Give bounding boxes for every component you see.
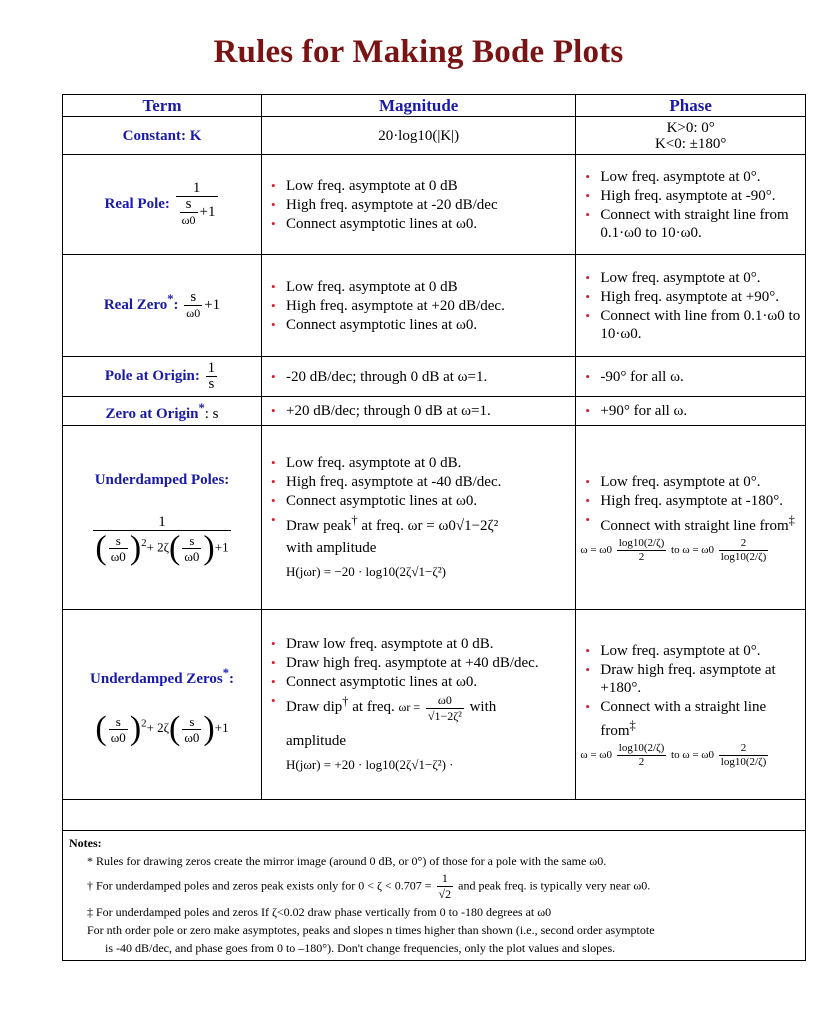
row-underdamped-poles (63, 426, 806, 610)
dip-lhs: ωr = (398, 700, 421, 715)
magnitude-pole-origin-1: • -20 dB/dec; through 0 dB at ω=1. (266, 368, 571, 386)
phase-real-zero-2: • High freq. asymptote at +90°. (580, 288, 801, 306)
pole-origin-s: s (208, 376, 215, 392)
notes-title: Notes: (69, 836, 102, 850)
zero-origin-star: * (198, 401, 205, 415)
dip-amplitude-label: amplitude (286, 732, 347, 749)
row-pole-origin (63, 357, 806, 397)
phase-ddagger: ‡ (788, 512, 795, 527)
magnitude-underdamped-poles (262, 426, 576, 610)
magnitude-zero-origin (262, 397, 576, 426)
peak-text: Draw peak (286, 518, 352, 534)
phase-real-pole-2: • High freq. asymptote at -90°. (580, 187, 801, 205)
phase-real-zero-3: • Connect with line from 0.1·ω0 to 10·ω0. (580, 307, 801, 343)
note-peak-den: √2 (438, 887, 452, 901)
underdamped-poles-exponent: 2 (141, 537, 147, 550)
empty-spacer-row (63, 800, 806, 831)
row-real-pole (63, 155, 806, 255)
phase-formula-log-zb: log10(2/ζ) (720, 755, 767, 768)
magnitude-pole-origin (262, 357, 576, 397)
header-term: Term (63, 95, 262, 117)
zero-origin-s: : s (204, 406, 219, 422)
real-pole-s: s (180, 197, 198, 213)
note-nth-order-cont: is -40 dB/dec, and phase goes from 0 to –180°). Don't change frequencies, only the plot values and slopes. (105, 941, 616, 955)
underdamped-poles-mid: + 2ζ (146, 539, 170, 555)
dip-den: √1−2ζ² (427, 708, 462, 723)
note-peak-exists (69, 871, 799, 902)
phase-real-pole-1: • Low freq. asymptote at 0°. (580, 168, 801, 186)
phase-underdamped-poles-2: • High freq. asymptote at -180°. (580, 492, 801, 510)
phase-pole-origin-1: • -90° for all ω. (580, 368, 801, 386)
magnitude-real-zero-3: • Connect asymptotic lines at ω0. (266, 316, 571, 334)
phase-underdamped-poles (576, 426, 806, 610)
phase-formula-zeros (580, 742, 801, 769)
underdamped-poles-s1: s (109, 533, 128, 549)
magnitude-real-pole (262, 155, 576, 255)
magnitude-underdamped-zeros (262, 610, 576, 800)
phase-constant (576, 117, 806, 155)
bode-rules-table (62, 94, 806, 961)
underdamped-poles-w02: ω0 (184, 549, 200, 564)
real-pole-label: Real Pole: (104, 195, 170, 212)
term-zero-origin (63, 397, 262, 426)
phase-formula-two-b: 2 (719, 537, 769, 551)
term-real-zero (63, 255, 262, 357)
phase-formula-log-z: log10(2/ζ) (618, 741, 665, 754)
phase-real-pole (576, 155, 806, 255)
magnitude-real-pole-3: • Connect asymptotic lines at ω0. (266, 215, 571, 233)
phase-formula-log: log10(2/ζ) (618, 536, 665, 549)
phase-formula-two-z: 2 (638, 755, 645, 768)
amplitude-label: with amplitude (286, 540, 377, 556)
real-zero-label: Real Zero (103, 296, 168, 313)
phase-real-zero-1: • Low freq. asymptote at 0°. (580, 269, 801, 287)
magnitude-real-zero-2: • High freq. asymptote at +20 dB/dec. (266, 297, 571, 315)
phase-ddagger-zeros: ‡ (629, 717, 636, 732)
phase-constant-pos: K>0: 0° (666, 119, 715, 136)
phase-pole-origin (576, 357, 806, 397)
phase-real-zero (576, 255, 806, 357)
magnitude-underdamped-poles-2: • High freq. asymptote at -40 dB/dec. (266, 473, 571, 491)
peak-frequency: at freq. ωr = ω0√1−2ζ² (357, 518, 499, 534)
real-zero-plus-one: +1 (204, 296, 221, 313)
underdamped-zeros-exponent: 2 (141, 718, 147, 731)
notes-section (63, 831, 806, 961)
amplitude-formula-poles: H(jωr) = −20 · log10(2ζ√1−ζ²) (286, 564, 446, 579)
phase-connect-text: Connect with straight line from (600, 517, 789, 534)
magnitude-underdamped-zeros-4 (266, 692, 571, 773)
underdamped-zeros-s2: s (182, 714, 201, 730)
header-phase: Phase (576, 95, 806, 117)
note-nth-order: For nth order pole or zero make asymptotes, peaks and slopes n times higher than shown (i.e., second order asymptote (87, 923, 655, 937)
real-zero-fraction (184, 290, 202, 321)
underdamped-zeros-s1: s (109, 714, 128, 730)
magnitude-underdamped-poles-4 (266, 511, 571, 581)
note-peak-inequality: 0 < ζ < 0.707 = (358, 878, 432, 893)
note-peak-tail: and peak freq. is typically very near ω0. (458, 878, 651, 893)
phase-real-pole-3: • Connect with straight line from 0.1·ω0 to 10·ω0. (580, 206, 801, 242)
note-peak-text: † For underdamped poles and zeros peak exists only for (87, 878, 356, 893)
phase-zero-origin (576, 397, 806, 426)
magnitude-underdamped-zeros-1: • Draw low freq. asymptote at 0 dB. (266, 635, 571, 653)
phase-underdamped-zeros-1: • Low freq. asymptote at 0°. (580, 642, 801, 660)
real-pole-numerator: 1 (176, 181, 218, 197)
dip-fraction (426, 693, 464, 724)
phase-formula-to: to ω = ω0 (671, 543, 715, 556)
underdamped-poles-numerator: 1 (93, 515, 230, 531)
phase-formula-left-z: ω = ω0 (580, 748, 613, 761)
real-pole-plus-one: +1 (199, 203, 216, 220)
magnitude-real-pole-2: • High freq. asymptote at -20 dB/dec (266, 196, 571, 214)
dip-rest: at freq. (348, 699, 395, 716)
phase-underdamped-zeros-2: • Draw high freq. asymptote at +180°. (580, 661, 801, 697)
amplitude-formula-zeros: H(jωr) = +20 · log10(2ζ√1−ζ²) · (286, 756, 454, 772)
note-peak-fraction (437, 871, 454, 902)
underdamped-zeros-w01: ω0 (110, 730, 126, 745)
term-constant: Constant: K (63, 117, 262, 155)
dip-num: ω0 (426, 693, 464, 709)
peak-dagger: † (351, 513, 358, 527)
zero-origin-label: Zero at Origin (105, 406, 199, 422)
underdamped-zeros-label: Underdamped Zeros (90, 671, 223, 687)
real-zero-s: s (184, 290, 202, 306)
underdamped-zeros-colon: : (228, 671, 234, 687)
note-zeros-mirror: * Rules for drawing zeros create the mirror image (around 0 dB, or 0°) of those for a pole with the same ω0. (87, 854, 607, 868)
row-real-zero (63, 255, 806, 357)
real-pole-w0: ω0 (181, 213, 196, 227)
phase-underdamped-poles-3 (580, 511, 801, 535)
row-constant (63, 117, 806, 155)
phase-connect-zeros: Connect with a straight line from (600, 698, 767, 739)
magnitude-zero-origin-1: • +20 dB/dec; through 0 dB at ω=1. (266, 402, 571, 420)
phase-underdamped-poles-1: • Low freq. asymptote at 0°. (580, 473, 801, 491)
header-magnitude: Magnitude (262, 95, 576, 117)
phase-formula-two-zb: 2 (719, 742, 769, 756)
note-peak-num: 1 (437, 871, 454, 887)
phase-constant-neg: K<0: ±180° (654, 135, 727, 152)
underdamped-zeros-mid: + 2ζ (146, 720, 170, 736)
notes-row (63, 831, 806, 961)
real-zero-colon: : (173, 296, 179, 313)
pole-origin-label: Pole at Origin: (104, 367, 200, 384)
term-real-pole (63, 155, 262, 255)
underdamped-poles-tail: +1 (214, 539, 229, 555)
term-underdamped-poles (63, 426, 262, 610)
note-phase-vertical: ‡ For underdamped poles and zeros If ζ<0.02 draw phase vertically from 0 to -180 degrees at ω0 (87, 905, 552, 919)
phase-zero-origin-1: • +90° for all ω. (580, 402, 801, 420)
row-underdamped-zeros (63, 610, 806, 800)
underdamped-poles-w01: ω0 (110, 549, 126, 564)
phase-underdamped-zeros (576, 610, 806, 800)
pole-origin-one: 1 (207, 360, 216, 376)
dip-with: with (469, 699, 497, 716)
underdamped-zeros-label-wrap (67, 664, 257, 688)
empty-spacer-cell (63, 800, 806, 831)
header-row (63, 95, 806, 117)
phase-underdamped-zeros-3 (580, 698, 801, 740)
underdamped-poles-denominator: ( $\frac{s}{\omega 0}$ )$^2$+ 2ζ( $\frac{s}{\omega 0}$ )+1 (95, 529, 229, 567)
magnitude-underdamped-zeros-3: • Connect asymptotic lines at ω0. (266, 673, 571, 691)
term-pole-origin (63, 357, 262, 397)
phase-formula-poles (580, 537, 801, 564)
phase-formula-log-b: log10(2/ζ) (720, 550, 767, 563)
phase-formula-left: ω = ω0 (580, 543, 613, 556)
underdamped-poles-s2: s (182, 533, 201, 549)
underdamped-poles-label: Underdamped Poles: (94, 472, 230, 488)
real-pole-inner-fraction (180, 197, 198, 228)
page-title: Rules for Making Bode Plots (213, 34, 624, 70)
dip-text: Draw dip (286, 699, 343, 716)
pole-origin-fraction (206, 361, 218, 392)
underdamped-zeros-star: * (222, 666, 229, 680)
magnitude-constant: 20·log10(|K|) (262, 117, 576, 155)
underdamped-zeros-w02: ω0 (184, 730, 200, 745)
dip-dagger: † (342, 694, 349, 709)
real-zero-w0: ω0 (186, 306, 201, 321)
magnitude-real-zero (262, 255, 576, 357)
term-underdamped-zeros (63, 610, 262, 800)
phase-formula-to-z: to ω = ω0 (671, 748, 715, 761)
row-zero-origin (63, 397, 806, 426)
magnitude-underdamped-poles-1: • Low freq. asymptote at 0 dB. (266, 454, 571, 472)
underdamped-poles-fraction (93, 514, 230, 567)
underdamped-zeros-tail: +1 (214, 720, 229, 736)
magnitude-real-zero-1: • Low freq. asymptote at 0 dB (266, 278, 571, 296)
phase-formula-two: 2 (638, 550, 645, 563)
real-pole-fraction (176, 181, 218, 228)
real-zero-star: * (167, 291, 174, 306)
magnitude-underdamped-zeros-2: • Draw high freq. asymptote at +40 dB/dec. (266, 654, 571, 672)
magnitude-underdamped-poles-3: • Connect asymptotic lines at ω0. (266, 492, 571, 510)
magnitude-real-pole-1: • Low freq. asymptote at 0 dB (266, 177, 571, 195)
underdamped-zeros-expression: ( $\frac{s}{\omega 0}$ )$^2$+ 2ζ( $\frac{s}{\omega 0}$ )+1 (95, 710, 229, 748)
